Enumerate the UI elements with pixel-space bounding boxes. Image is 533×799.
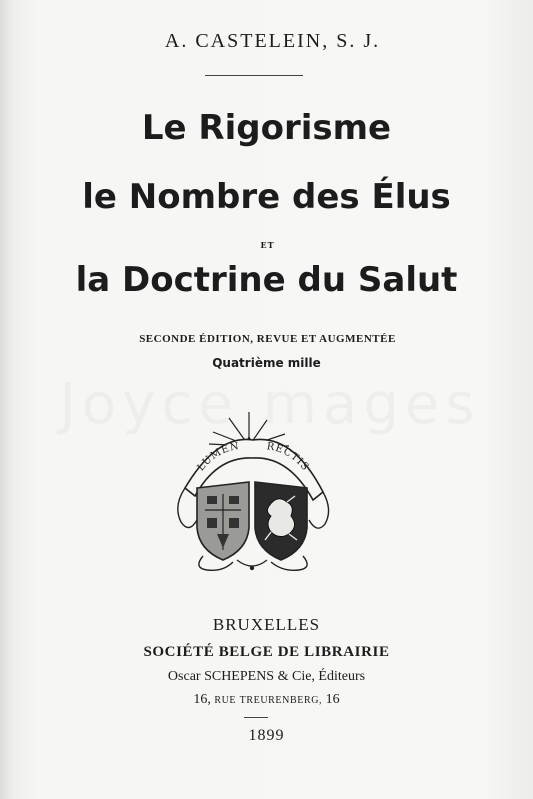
imprint-address xyxy=(0,692,533,708)
address-number: 16, xyxy=(193,692,211,707)
address-street-prefix: RUE xyxy=(214,695,237,706)
address-street-name: TREURENBERG, xyxy=(239,695,323,706)
author-name: A. CASTELEIN, S. J. xyxy=(164,30,381,52)
emblem-motto-left: LUMEN xyxy=(195,441,241,474)
imprint-editors: Oscar SCHEPENS & Cie, Éditeurs xyxy=(167,669,366,684)
heraldic-emblem-icon xyxy=(167,410,337,575)
title-line-3: la Doctrine du Salut xyxy=(75,260,458,300)
address-number-end: 16 xyxy=(325,692,340,707)
imprint-city: BRUXELLES xyxy=(212,615,321,634)
emblem-motto-right: RECTIS xyxy=(265,441,312,474)
imprint-publisher: SOCIÉTÉ BELGE DE LIBRAIRIE xyxy=(143,644,390,660)
imprint-year: 1899 xyxy=(248,727,285,744)
divider-rule xyxy=(205,75,303,76)
divider-rule-short xyxy=(244,717,268,718)
title-line-2: le Nombre des Élus xyxy=(82,177,451,217)
title-line-1: Le Rigorisme xyxy=(141,108,392,148)
edition-statement: SECONDE ÉDITION, REVUE ET AUGMENTÉE xyxy=(139,333,396,345)
title-conjunction: ET xyxy=(260,240,275,250)
printing-statement: Quatrième mille xyxy=(212,356,321,370)
